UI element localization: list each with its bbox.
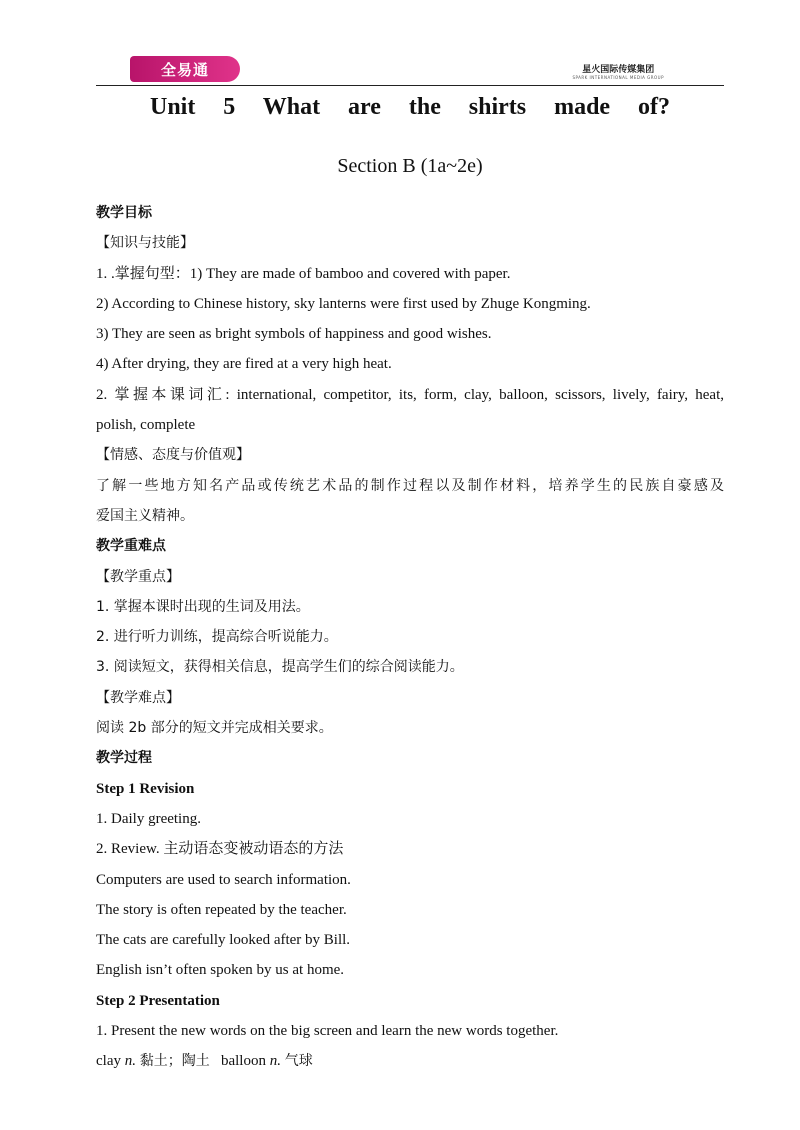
page-header — [96, 52, 724, 86]
publisher-mark — [572, 62, 664, 80]
vocab-meaning: 黏土；陶土 — [139, 1053, 210, 1070]
example-sentence: Computers are used to search information. — [96, 871, 351, 888]
step-item: 1. Present the new words on the big screen and learn the new words together. — [96, 1023, 559, 1040]
emotion-text-continued: 爱国主义精神。 — [96, 507, 194, 524]
process-heading: 教学过程 — [96, 750, 152, 767]
key-points-heading: 教学重难点 — [96, 538, 166, 555]
step-2-heading: Step 2 Presentation — [96, 992, 220, 1009]
step-item: 2. Review. 主动语态变被动语态的方法 — [96, 841, 344, 858]
vocabulary-line — [96, 1046, 724, 1076]
difficulty-item: 阅读 2b 部分的短文并完成相关要求。 — [96, 720, 333, 737]
step-1-heading: Step 1 Revision — [96, 780, 195, 797]
vocabulary-item: 2. 掌握本课词汇: international, competitor, its, form, clay, balloon, scissors, lively, fairy, heat, — [96, 386, 724, 403]
vocab-part-of-speech: n. — [124, 1053, 136, 1070]
vocab-meaning: 气球 — [284, 1053, 313, 1070]
knowledge-item: 4) After drying, they are fired at a very high heat. — [96, 356, 392, 373]
header-divider — [96, 85, 724, 86]
focus-item: 2. 进行听力训练，提高综合听说能力。 — [96, 629, 338, 646]
focus-item: 3. 阅读短文，获得相关信息，提高学生们的综合阅读能力。 — [96, 659, 464, 676]
vocabulary-item-continued: polish, complete — [96, 417, 196, 434]
knowledge-item: 1. .掌握句型：1) They are made of bamboo and covered with paper. — [96, 265, 511, 282]
difficulty-heading: 【教学难点】 — [96, 689, 180, 706]
knowledge-heading: 【知识与技能】 — [96, 235, 194, 252]
step-item: 1. Daily greeting. — [96, 810, 201, 827]
publisher-english-name: SPARK INTERNATIONAL MEDIA GROUP — [572, 75, 664, 80]
emotion-heading: 【情感、态度与价值观】 — [96, 447, 250, 464]
vocab-word: clay — [96, 1053, 121, 1070]
publisher-name: 星火国际传媒集团 — [582, 65, 655, 75]
knowledge-item: 3) They are seen as bright symbols of happiness and good wishes. — [96, 326, 492, 343]
vocab-word: balloon — [220, 1053, 266, 1070]
document-title: Unit 5 What are the shirts made of? — [150, 94, 670, 120]
focus-item: 1. 掌握本课时出现的生词及用法。 — [96, 598, 310, 615]
focus-heading: 【教学重点】 — [96, 568, 180, 585]
example-sentence: English isn’t often spoken by us at home. — [96, 962, 345, 979]
emotion-text: 了解一些地方知名产品或传统艺术品的制作过程以及制作材料，培养学生的民族自豪感及 — [96, 477, 724, 494]
vocab-part-of-speech: n. — [269, 1053, 281, 1070]
example-sentence: The story is often repeated by the teacher. — [96, 901, 347, 918]
document-body — [96, 198, 724, 1077]
section-subtitle: Section B (1a~2e) — [337, 155, 483, 177]
brand-logo: 全易通 — [130, 56, 240, 82]
example-sentence: The cats are carefully looked after by Bill. — [96, 932, 351, 949]
knowledge-item: 2) According to Chinese history, sky lanterns were first used by Zhuge Kongming. — [96, 295, 591, 312]
goals-heading: 教学目标 — [96, 205, 152, 221]
